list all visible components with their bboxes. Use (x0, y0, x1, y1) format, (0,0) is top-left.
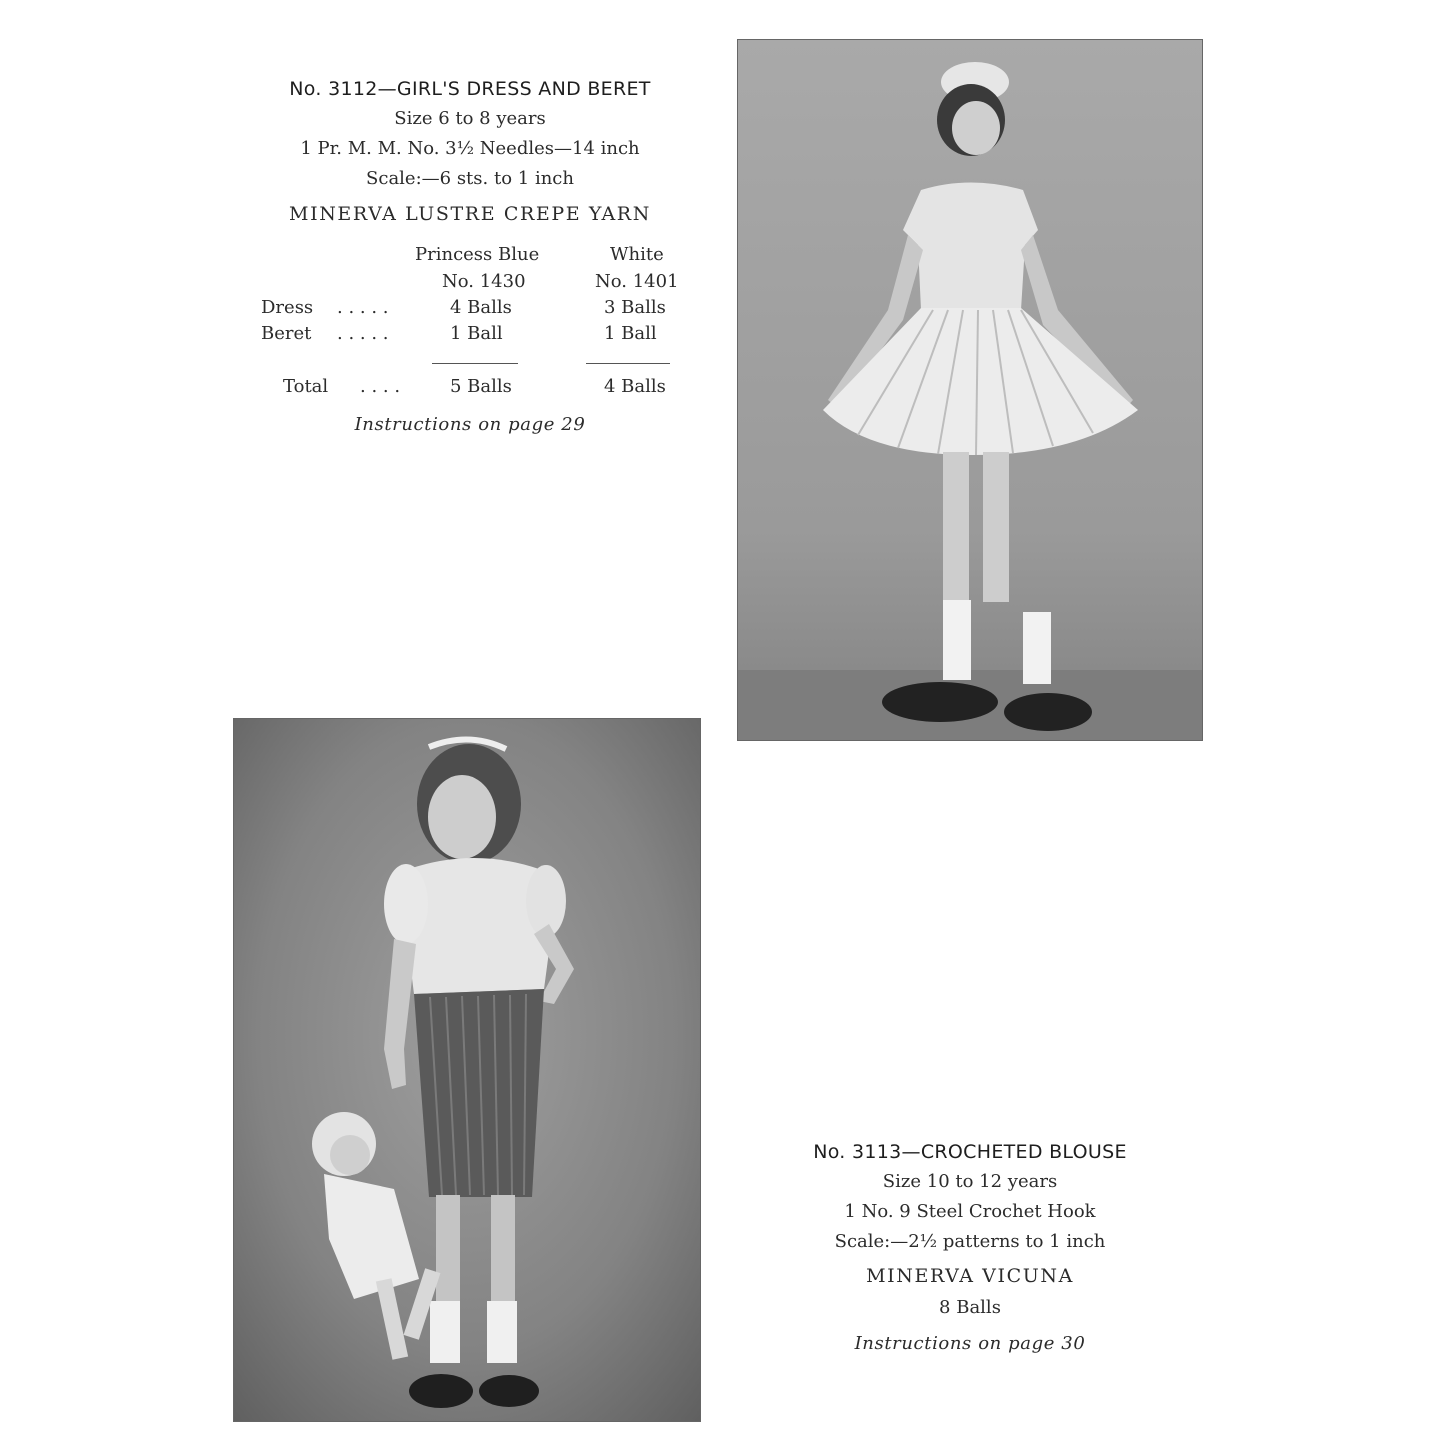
pattern-3113-balls: 8 Balls (939, 1297, 1001, 1318)
table-row-col2: 3 Balls (604, 297, 666, 318)
table-row-col1: 4 Balls (450, 297, 512, 318)
pattern-3113-size: Size 10 to 12 years (882, 1171, 1058, 1192)
total-divider (586, 363, 670, 364)
pattern-3112-info (250, 78, 690, 232)
total-col1: 5 Balls (450, 376, 512, 397)
table-row-col2: 1 Ball (604, 323, 657, 344)
pattern-3112-scale: Scale:—6 sts. to 1 inch (366, 168, 574, 189)
total-dots: . . . . (360, 376, 401, 397)
pattern-3113-hook: 1 No. 9 Steel Crochet Hook (844, 1201, 1096, 1222)
table-row-dots: . . . . . (337, 297, 389, 318)
pattern-3112-yarn: MINERVA LUSTRE CREPE YARN (289, 203, 651, 225)
photo-girls-dress-and-beret (737, 39, 1203, 741)
table-row-dots: . . . . . (337, 323, 389, 344)
pattern-3112-size: Size 6 to 8 years (394, 108, 546, 129)
photo-crocheted-blouse (233, 718, 701, 1422)
pattern-3113-instructions: Instructions on page 30 (854, 1333, 1086, 1354)
table-row-label: Dress (261, 297, 314, 318)
col1-header-name: Princess Blue (415, 244, 540, 265)
col1-header-number: No. 1430 (442, 271, 526, 292)
pattern-3112-instructions: Instructions on page 29 (354, 414, 586, 435)
total-divider (432, 363, 518, 364)
pattern-3112-instructions-block (250, 414, 690, 435)
table-row-label: Beret (261, 323, 312, 344)
pattern-3113-yarn: MINERVA VICUNA (866, 1265, 1074, 1287)
col2-header-name: White (610, 244, 664, 265)
total-label: Total (283, 376, 329, 397)
pattern-3113-scale: Scale:—2½ patterns to 1 inch (834, 1231, 1106, 1252)
pattern-3113-info (760, 1141, 1180, 1354)
pattern-3113-heading: No. 3113—CROCHETED BLOUSE (813, 1141, 1127, 1163)
table-row-col1: 1 Ball (450, 323, 503, 344)
col2-header-number: No. 1401 (595, 271, 679, 292)
pattern-3112-heading: No. 3112—GIRL'S DRESS AND BERET (289, 78, 651, 100)
total-col2: 4 Balls (604, 376, 666, 397)
pattern-3112-needles: 1 Pr. M. M. No. 3½ Needles—14 inch (300, 138, 640, 159)
